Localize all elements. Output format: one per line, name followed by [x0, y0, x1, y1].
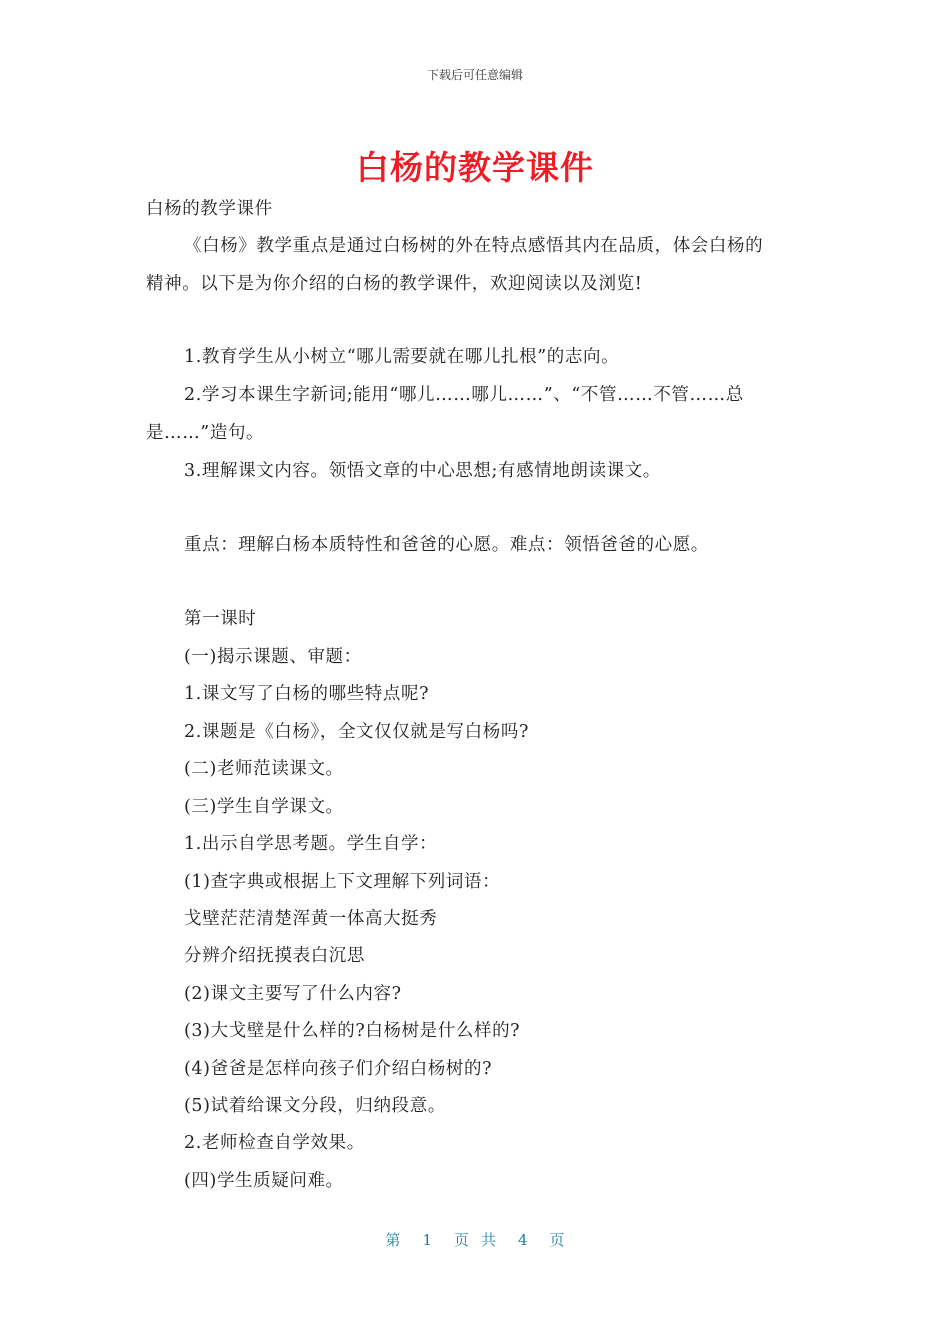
page-footer [0, 1229, 950, 1250]
question-4: (4)爸爸是怎样向孩子们介绍白杨树的? [184, 1059, 493, 1079]
subtitle-line: 白杨的教学课件 [146, 199, 273, 219]
step-4-heading: (四)学生质疑问难。 [184, 1171, 344, 1191]
vocab-line-1: 戈壁茫茫清楚浑黄一体高大挺秀 [184, 909, 438, 929]
step-1-item-2: 2.课题是《白杨》，全文仅仅就是写白杨吗? [184, 722, 529, 742]
objective-1: 1.教育学生从小树立“哪儿需要就在哪儿扎根”的志向。 [184, 347, 620, 367]
footer-page-middle: 页共 [453, 1231, 508, 1249]
header-note: 下载后可任意编辑 [426, 68, 523, 82]
key-points-line: 重点：理解白杨本质特性和爸爸的心愿。难点：领悟爸爸的心愿。 [184, 535, 709, 555]
step-3-item-2: 2.老师检查自学效果。 [184, 1133, 365, 1153]
step-1-item-1: 1.课文写了白杨的哪些特点呢? [184, 684, 430, 704]
step-1-heading: (一)揭示课题、审题： [184, 647, 362, 667]
intro-paragraph-line-1: 《白杨》教学重点是通过白杨树的外在特点感悟其内在品质，体会白杨的 [184, 236, 764, 256]
question-5: (5)试着给课文分段，归纳段意。 [184, 1096, 446, 1116]
question-2: (2)课文主要写了什么内容? [184, 984, 402, 1004]
question-1: (1)查字典或根据上下文理解下列词语： [184, 872, 501, 892]
vocab-line-2: 分辨介绍抚摸表白沉思 [184, 946, 365, 966]
question-3: (3)大戈壁是什么样的?白杨树是什么样的? [184, 1021, 521, 1041]
step-3-heading: (三)学生自学课文。 [184, 797, 344, 817]
step-3-item-1: 1.出示自学思考题。学生自学： [184, 834, 438, 854]
objective-2-line-2: 是……”造句。 [146, 423, 265, 443]
footer-page-suffix: 页 [549, 1231, 565, 1249]
objective-2-line-1: 2.学习本课生字新词;能用“哪儿……哪儿……”、“不管……不管……总 [184, 385, 744, 405]
objective-3: 3.理解课文内容。领悟文章的中心思想;有感情地朗读课文。 [184, 461, 661, 481]
step-2-heading: (二)老师范读课文。 [184, 759, 344, 779]
intro-paragraph-line-2: 精神。以下是为你介绍的白杨的教学课件，欢迎阅读以及浏览! [146, 274, 643, 294]
footer-page-prefix: 第 [385, 1231, 401, 1249]
footer-page-total: 4 [518, 1231, 528, 1249]
document-title: 白杨的教学课件 [356, 148, 594, 187]
footer-page-number: 1 [422, 1231, 432, 1249]
lesson-heading: 第一课时 [184, 609, 257, 629]
